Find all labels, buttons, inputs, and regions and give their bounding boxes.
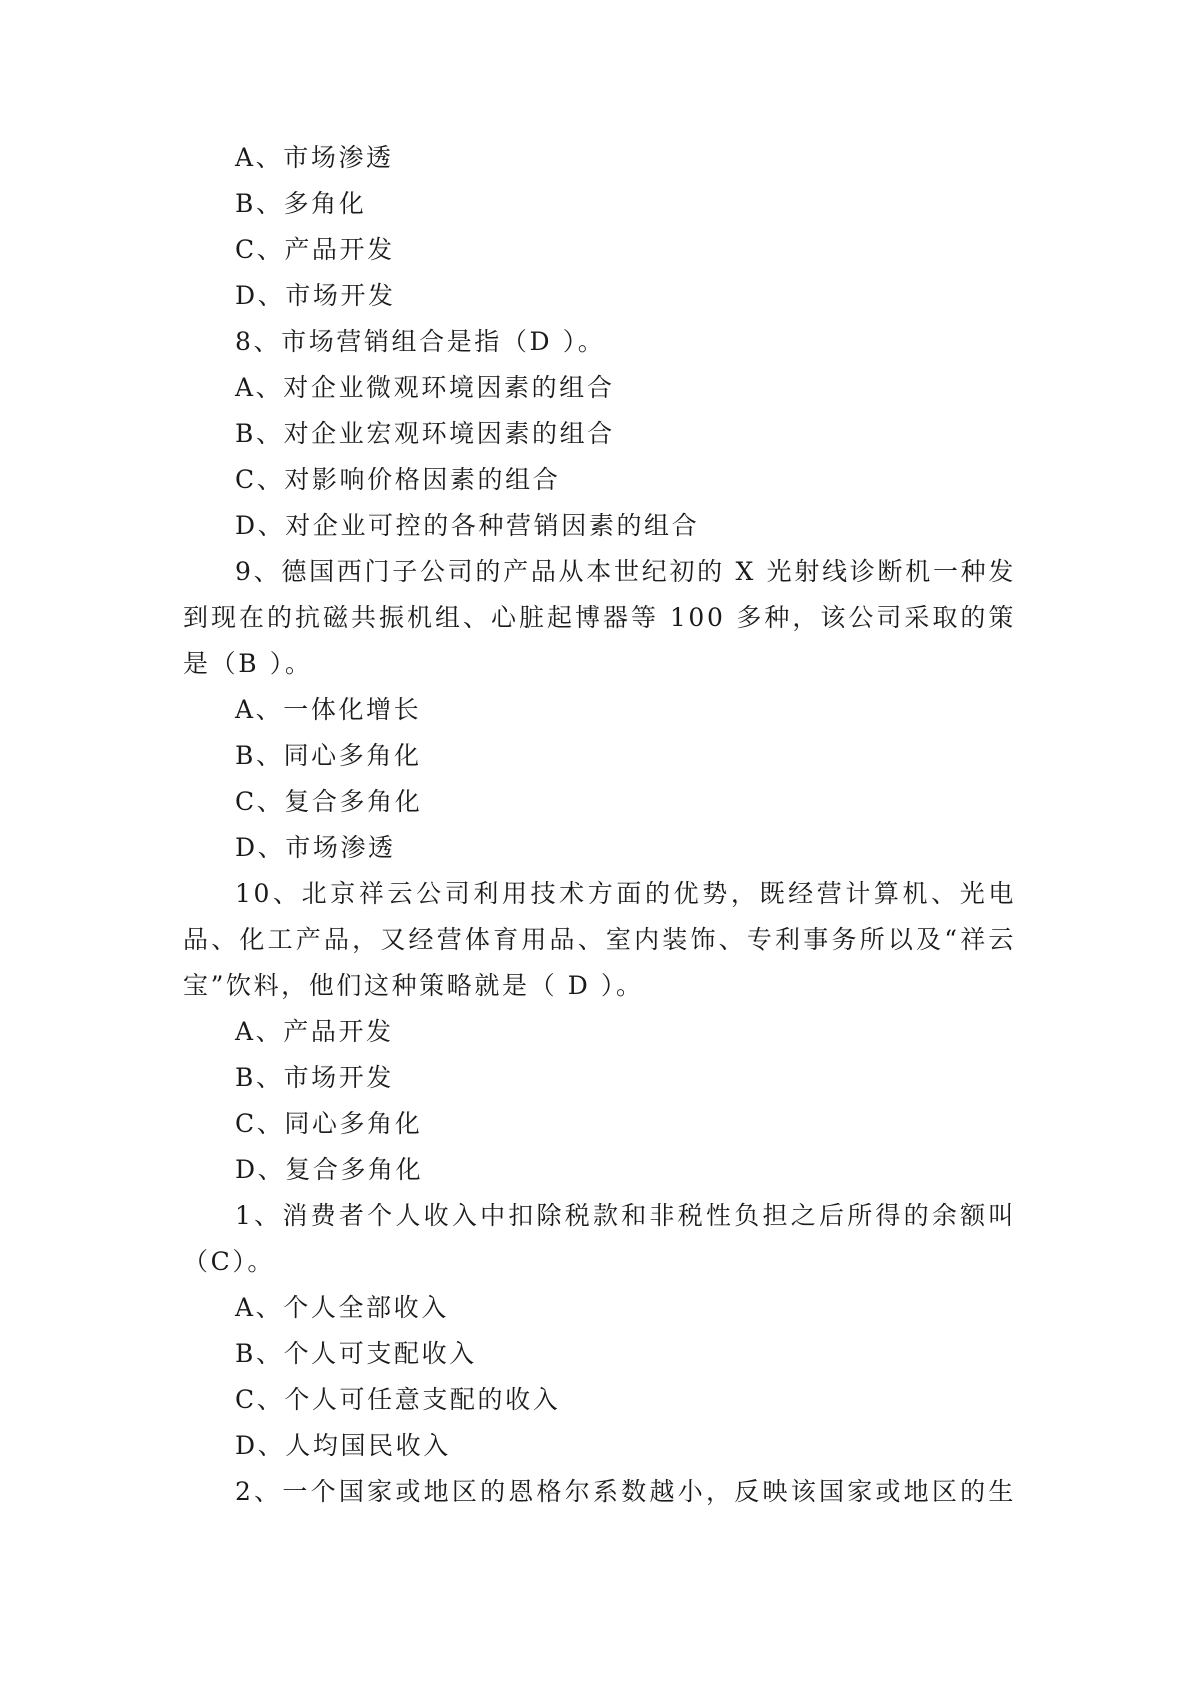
question-9-line-2: 到现在的抗磁共振机组、心脏起博器等 100 多种，该公司采取的策: [183, 603, 1016, 632]
question-10-line-1: 10、北京祥云公司利用技术方面的优势，既经营计算机、光电: [235, 879, 1016, 908]
question-1-option-a: A、个人全部收入: [235, 1293, 449, 1322]
question-1-option-c: C、个人可任意支配的收入: [235, 1385, 561, 1414]
question-10-option-a: A、产品开发: [235, 1017, 394, 1046]
question-10-option-d: D、复合多角化: [235, 1155, 424, 1184]
question-list: [183, 135, 1016, 1515]
question-10-option-b: B、市场开发: [235, 1063, 394, 1092]
question-1-line-1: 1、消费者个人收入中扣除税款和非税性负担之后所得的余额叫: [235, 1201, 1016, 1230]
question-10-line-3: 宝”饮料，他们这种策略就是（ D ）。: [183, 971, 644, 1000]
question-10-option-c: C、同心多角化: [235, 1109, 423, 1138]
question-8-option-b: B、对企业宏观环境因素的组合: [235, 419, 615, 448]
option-b-diversification: B、多角化: [235, 189, 367, 218]
question-8-option-d: D、对企业可控的各种营销因素的组合: [235, 511, 700, 540]
question-9-option-a: A、一体化增长: [235, 695, 422, 724]
question-9-option-b: B、同心多角化: [235, 741, 422, 770]
question-10-line-2: 品、化工产品，又经营体育用品、室内装饰、专利事务所以及“祥云: [183, 925, 1016, 954]
question-2-line-1: 2、一个国家或地区的恩格尔系数越小，反映该国家或地区的生: [235, 1477, 1016, 1506]
option-a-market-penetration: A、市场渗透: [235, 143, 394, 172]
option-c-product-development: C、产品开发: [235, 235, 395, 264]
question-9-option-d: D、市场渗透: [235, 833, 396, 862]
question-1-option-d: D、人均国民收入: [235, 1431, 451, 1460]
question-8-option-c: C、对影响价格因素的组合: [235, 465, 561, 494]
question-8: 8、市场营销组合是指（D ）。: [235, 327, 606, 356]
question-1-line-2: （C）。: [183, 1247, 276, 1276]
question-8-option-a: A、对企业微观环境因素的组合: [235, 373, 615, 402]
question-9-option-c: C、复合多角化: [235, 787, 423, 816]
question-1-option-b: B、个人可支配收入: [235, 1339, 477, 1368]
option-d-market-development: D、市场开发: [235, 281, 396, 310]
question-9-line-1: 9、德国西门子公司的产品从本世纪初的 X 光射线诊断机一种发: [235, 557, 1016, 586]
question-9-line-3: 是（B ）。: [183, 649, 313, 678]
